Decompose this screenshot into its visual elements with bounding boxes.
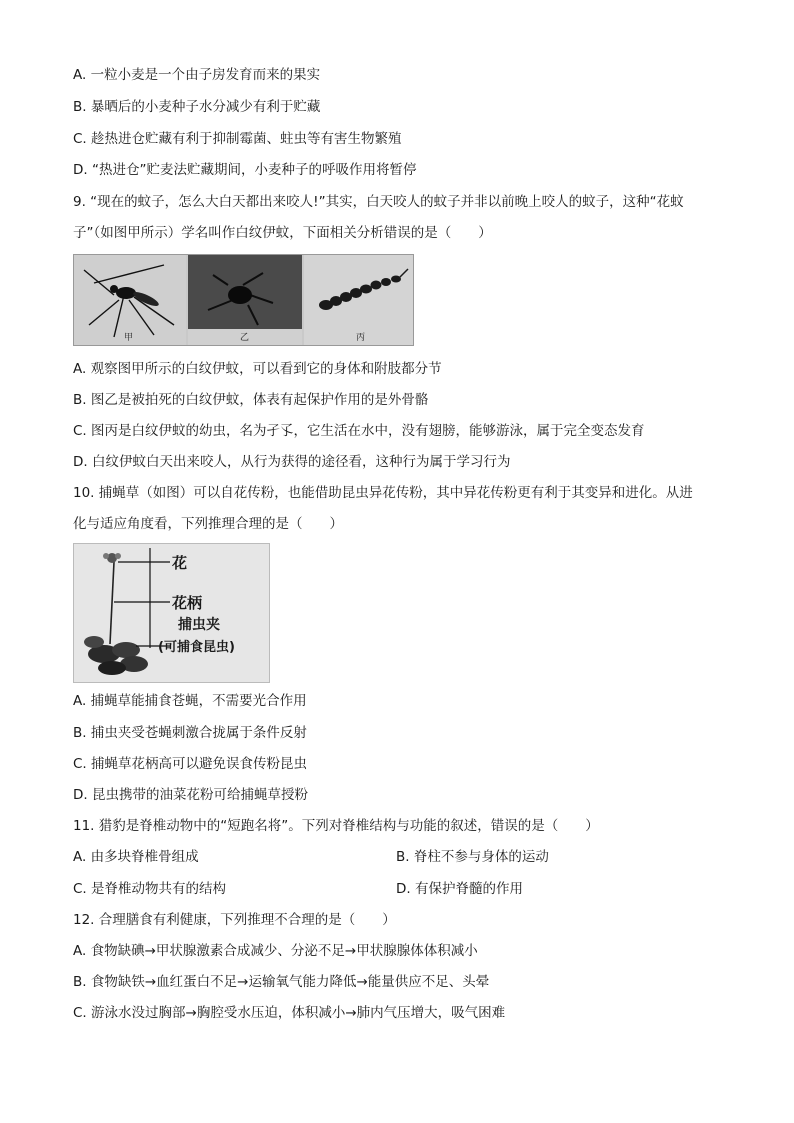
figure-label-bing: 丙 (356, 333, 366, 343)
q11-option-a: A. 由多块脊椎骨组成 (73, 849, 199, 865)
q8-option-b: B. 暴晒后的小麦种子水分减少有利于贮藏 (73, 99, 321, 115)
q11-stem: 11. 猎豹是脊椎动物中的“短跑名将”。下列对脊椎结构与功能的叙述，错误的是（ ） (73, 818, 599, 834)
q9-option-a: A. 观察图甲所示的白纹伊蚊，可以看到它的身体和附肢都分节 (73, 361, 442, 377)
flower-label: 花 (172, 554, 188, 572)
q9-stem-line2: 子”（如图甲所示）学名叫作白纹伊蚊，下面相关分析错误的是（ ） (73, 225, 492, 241)
q10-option-c: C. 捕蝇草花柄高可以避免误食传粉昆虫 (73, 756, 308, 772)
q10-option-b: B. 捕虫夹受苍蝇刺激合拢属于条件反射 (73, 725, 307, 741)
trap-note-label: (可捕食昆虫) (158, 640, 235, 655)
q11-option-d: D. 有保护脊髓的作用 (396, 881, 523, 897)
trap-label: 捕虫夹 (178, 617, 220, 633)
q10-stem-line1: 10. 捕蝇草（如图）可以自花传粉，也能借助昆虫异花传粉，其中异花传粉更有利于其变异和进化。从进 (73, 485, 693, 501)
q9-option-d: D. 白纹伊蚊白天出来咬人，从行为获得的途径看，这种行为属于学习行为 (73, 454, 511, 470)
figure-panel-yi (188, 255, 302, 345)
q12-option-b: B. 食物缺铁→血红蛋白不足→运输氧气能力降低→能量供应不足、头晕 (73, 974, 490, 990)
q9-option-c: C. 图丙是白纹伊蚊的幼虫，名为孑孓，它生活在水中，没有翅膀，能够游泳，属于完全变态发育 (73, 423, 645, 439)
figure-panel-jia (74, 255, 186, 345)
q11-option-b: B. 脊柱不参与身体的运动 (396, 849, 549, 865)
q9-option-b: B. 图乙是被拍死的白纹伊蚊，体表有起保护作用的是外骨骼 (73, 392, 429, 408)
stalk-label: 花柄 (172, 594, 203, 612)
q12-option-a: A. 食物缺碘→甲状腺激素合成减少、分泌不足→甲状腺腺体体积减小 (73, 943, 478, 959)
q10-option-d: D. 昆虫携带的油菜花粉可给捕蝇草授粉 (73, 787, 308, 803)
q8-option-d: D. “热进仓”贮麦法贮藏期间，小麦种子的呼吸作用将暂停 (73, 162, 417, 178)
figure-panel-bing (304, 255, 413, 345)
q12-option-c: C. 游泳水没过胸部→胸腔受水压迫，体积减小→肺内气压增大，吸气困难 (73, 1005, 506, 1021)
q11-option-c: C. 是脊椎动物共有的结构 (73, 881, 227, 897)
q9-stem-line1: 9. “现在的蚊子，怎么大白天都出来咬人!”其实，白天咬人的蚊子并非以前晚上咬人的蚊子，这种“花蚊 (73, 194, 684, 210)
q10-stem-line2: 化与适应角度看，下列推理合理的是（ ） (73, 516, 343, 532)
q10-venus-flytrap-figure (73, 543, 270, 683)
q9-mosquito-figure (73, 254, 414, 346)
q8-option-a: A. 一粒小麦是一个由子房发育而来的果实 (73, 67, 321, 83)
q10-option-a: A. 捕蝇草能捕食苍蝇，不需要光合作用 (73, 693, 307, 709)
q8-option-c: C. 趁热进仓贮藏有利于抑制霉菌、蛀虫等有害生物繁殖 (73, 131, 402, 147)
figure-label-jia: 甲 (124, 333, 134, 343)
q12-stem: 12. 合理膳食有利健康，下列推理不合理的是（ ） (73, 912, 396, 928)
figure-label-yi: 乙 (240, 333, 250, 343)
